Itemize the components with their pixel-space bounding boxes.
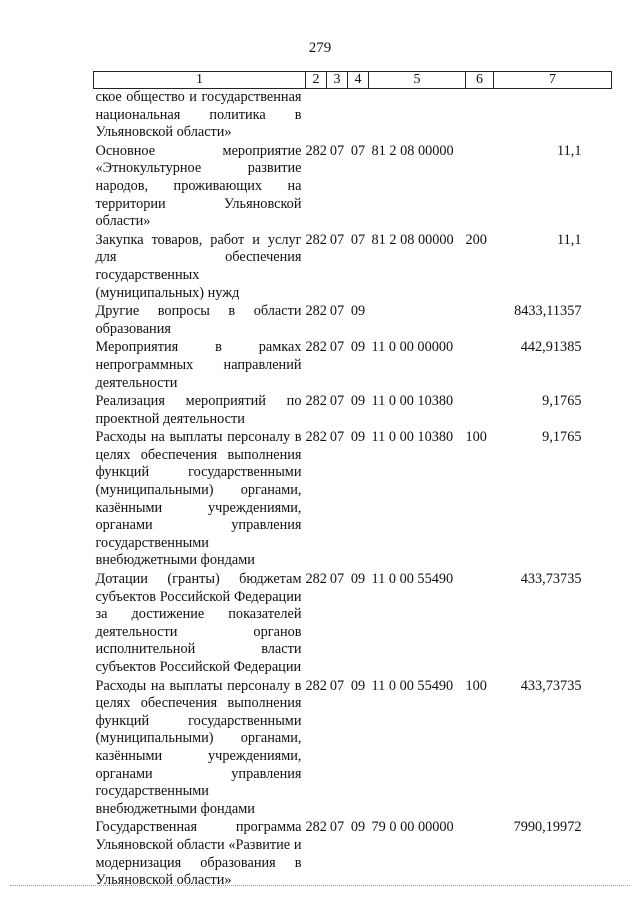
table-row bbox=[94, 393, 612, 429]
row-csr: 11 0 00 55490 bbox=[371, 677, 454, 694]
row-gr: 282 bbox=[305, 303, 327, 320]
table-row bbox=[94, 819, 612, 890]
row-pr: 09 bbox=[350, 571, 366, 588]
row-csr bbox=[369, 89, 466, 143]
row-amount: 433,73735 bbox=[520, 677, 582, 694]
table-row bbox=[94, 89, 612, 143]
row-pr: 09 bbox=[350, 339, 366, 356]
row-gr: 282 bbox=[305, 142, 327, 159]
row-amount bbox=[494, 89, 612, 143]
row-name: Закупка товаров, работ и услуг для обеспечения государственных (муниципальных) нужд bbox=[95, 231, 302, 301]
row-vr: 100 bbox=[465, 677, 487, 694]
row-vr: 100 bbox=[465, 429, 487, 446]
row-rz: 07 bbox=[329, 393, 345, 410]
header-col-5: 5 bbox=[369, 72, 466, 89]
row-pr bbox=[348, 89, 369, 143]
row-csr: 79 0 00 00000 bbox=[371, 819, 454, 836]
row-vr bbox=[466, 819, 494, 890]
row-gr: 282 bbox=[305, 393, 327, 410]
table-row bbox=[94, 429, 612, 571]
row-name: ское общество и государственная национальная политика в Ульяновской области» bbox=[95, 89, 302, 141]
row-name: Мероприятия в рамках непрограммных направлений деятельности bbox=[95, 339, 302, 391]
table-row bbox=[94, 143, 612, 232]
row-rz: 07 bbox=[329, 303, 345, 320]
row-csr: 11 0 00 10380 bbox=[371, 429, 454, 446]
row-csr: 81 2 08 00000 bbox=[371, 142, 454, 159]
row-amount: 442,91385 bbox=[520, 339, 582, 356]
row-vr bbox=[466, 303, 494, 339]
row-rz: 07 bbox=[329, 571, 345, 588]
row-amount: 11,1 bbox=[557, 142, 582, 159]
header-col-1: 1 bbox=[94, 72, 306, 89]
header-col-6: 6 bbox=[466, 72, 494, 89]
row-amount: 433,73735 bbox=[520, 571, 582, 588]
row-csr: 11 0 00 10380 bbox=[371, 393, 454, 410]
header-col-2: 2 bbox=[306, 72, 327, 89]
row-rz: 07 bbox=[329, 231, 345, 248]
page-bottom-rule bbox=[10, 885, 630, 887]
row-name: Другие вопросы в области образования bbox=[95, 303, 302, 337]
row-vr bbox=[466, 339, 494, 393]
row-rz: 07 bbox=[329, 142, 345, 159]
row-csr bbox=[369, 303, 466, 339]
table-row bbox=[94, 339, 612, 393]
row-csr: 81 2 08 00000 bbox=[371, 231, 454, 248]
row-gr: 282 bbox=[305, 677, 327, 694]
budget-table bbox=[93, 71, 612, 891]
row-amount: 9,1765 bbox=[542, 429, 582, 446]
row-pr: 07 bbox=[350, 142, 366, 159]
header-col-3: 3 bbox=[327, 72, 348, 89]
table-body bbox=[94, 89, 612, 891]
header-col-7: 7 bbox=[494, 72, 612, 89]
row-rz: 07 bbox=[329, 819, 345, 836]
row-gr: 282 bbox=[305, 429, 327, 446]
row-name: Государственная программа Ульяновской области «Развитие и модернизация образования в Ульяновской области» bbox=[95, 819, 302, 889]
row-vr bbox=[466, 393, 494, 429]
row-gr: 282 bbox=[305, 231, 327, 248]
row-amount: 9,1765 bbox=[542, 393, 582, 410]
row-gr: 282 bbox=[305, 339, 327, 356]
row-pr: 09 bbox=[350, 429, 366, 446]
page-number: 279 bbox=[308, 40, 332, 56]
row-gr: 282 bbox=[305, 819, 327, 836]
row-vr bbox=[466, 89, 494, 143]
row-vr bbox=[466, 571, 494, 678]
row-pr: 09 bbox=[350, 677, 366, 694]
table-row bbox=[94, 678, 612, 820]
row-gr: 282 bbox=[305, 571, 327, 588]
table-row bbox=[94, 232, 612, 303]
row-vr: 200 bbox=[465, 231, 487, 248]
row-vr bbox=[466, 143, 494, 232]
row-name: Дотации (гранты) бюджетам субъектов Российской Федерации за достижение показателей деятельности органов исполнительной власти субъектов Российской Федерации bbox=[95, 571, 302, 675]
row-csr: 11 0 00 55490 bbox=[371, 571, 454, 588]
header-row bbox=[94, 72, 612, 89]
row-rz: 07 bbox=[329, 429, 345, 446]
header-col-4: 4 bbox=[348, 72, 369, 89]
row-name: Расходы на выплаты персоналу в целях обеспечения выполнения функций государственными (муниципальными) органами, казёнными учреждениями, органами управления государственными внебюджетными фондами bbox=[95, 429, 302, 569]
row-pr: 09 bbox=[350, 303, 366, 320]
row-name: Реализация мероприятий по проектной деятельности bbox=[95, 393, 302, 427]
table-header bbox=[94, 72, 612, 89]
row-rz: 07 bbox=[329, 339, 345, 356]
table-row bbox=[94, 303, 612, 339]
row-rz bbox=[327, 89, 348, 143]
row-amount: 11,1 bbox=[557, 231, 582, 248]
row-name: Основное мероприятие «Этнокультурное развитие народов, проживающих на территории Ульяновской области» bbox=[95, 142, 302, 230]
row-amount: 8433,11357 bbox=[514, 303, 582, 320]
row-csr: 11 0 00 00000 bbox=[371, 339, 454, 356]
row-pr: 09 bbox=[350, 819, 366, 836]
row-pr: 09 bbox=[350, 393, 366, 410]
row-pr: 07 bbox=[350, 231, 366, 248]
row-name: Расходы на выплаты персоналу в целях обеспечения выполнения функций государственными (муниципальными) органами, казёнными учреждениями, органами управления государственными внебюджетными фондами bbox=[95, 677, 302, 817]
row-amount: 7990,19972 bbox=[513, 819, 582, 836]
row-rz: 07 bbox=[329, 677, 345, 694]
table-row bbox=[94, 571, 612, 678]
row-gr bbox=[306, 89, 327, 143]
